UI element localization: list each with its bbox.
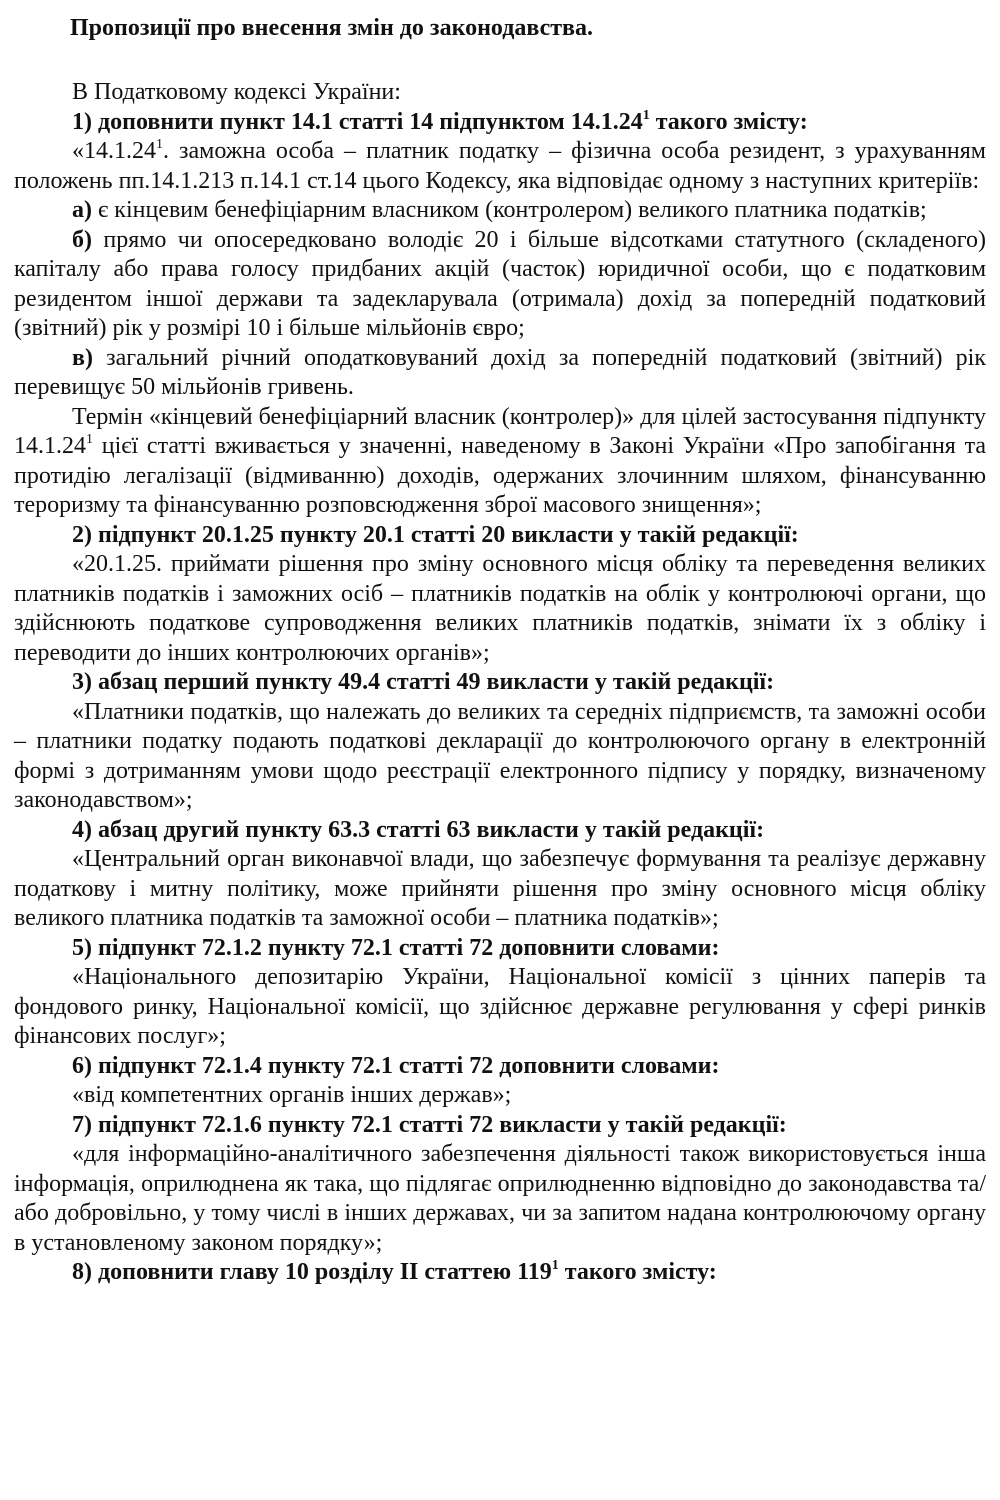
item-3-heading: 3) абзац перший пункту 49.4 статті 49 викласти у такій редакції: (72, 669, 775, 695)
item-2-text: «20.1.25. приймати рішення про зміну основного місця обліку та переведення великих платників податків і заможних осіб – платників податків на облік у контролюючі органи, що здійснюють податкове супроводження великих платників податків, знімати їх з обліку і переводити до інших контролюючих органів»; (14, 551, 986, 666)
item-6-heading: 6) підпункт 72.1.4 пункту 72.1 статті 72 доповнити словами: (72, 1052, 720, 1079)
item-1-definition (14, 137, 986, 196)
criterion-a-text: є кінцевим бенефіціарним власником (контролером) великого платника податків; (92, 197, 927, 223)
item-5-heading: 5) підпункт 72.1.2 пункту 72.1 статті 72 доповнити словами: (72, 934, 720, 961)
item-8-heading (14, 1258, 986, 1288)
item-4-text: «Центральний орган виконавчої влади, що забезпечує формування та реалізує державну податкову і митну політику, може прийняти рішення про зміну основного місця обліку великого платника податків та заможної особи – платника податків»; (14, 846, 986, 931)
item-1-heading-text: 1) доповнити пункт 14.1 статті 14 підпунктом 14.1.24 (72, 108, 643, 135)
item-1-criterion-a (14, 196, 986, 226)
item-1-definition-start: «14.1.24 (72, 138, 156, 164)
item-7-heading: 7) підпункт 72.1.6 пункту 72.1 статті 72 викласти у такій редакції: (72, 1111, 787, 1138)
item-8-heading-sup: 1 (551, 1258, 559, 1273)
item-6-text: «від компетентних органів інших держав»; (72, 1082, 512, 1108)
item-1-heading-tail: такого змісту: (649, 108, 808, 135)
item-1-definition-sup: 1 (156, 137, 163, 152)
item-2-heading: 2) підпункт 20.1.25 пункту 20.1 статті 20 викласти у такій редакції: (72, 521, 799, 548)
item-1-criterion-c (14, 344, 986, 403)
term-sup: 1 (86, 432, 93, 447)
term-text-start: Термін «кінцевий бенефіціарний власник (контролер)» для цілей застосування підпункту 14.1.24 (14, 403, 986, 459)
item-8-heading-text: 8) доповнити главу 10 розділу ІІ статтею 119 (72, 1259, 552, 1285)
item-3-text: «Платники податків, що належать до великих та середніх підприємств, та заможні особи – платники податку подають податкові декларації до контролюючого органу в електронній формі з дотриманням умови щодо реєстрації електронного підпису у порядку, визначеному законодавством»; (14, 698, 986, 813)
criterion-c-text: загальний річний оподатковуваний дохід за попередній податковий (звітний) рік перевищує 50 мільйонів гривень. (14, 344, 986, 400)
item-5-text: «Національного депозитарію України, Національної комісії з цінних паперів та фондового ринку, Національної комісії, що здійснює державне регулювання у сфері ринків фінансових послуг»; (14, 964, 986, 1049)
item-4-heading: 4) абзац другий пункту 63.3 статті 63 викласти у такій редакції: (72, 816, 765, 843)
item-1-term-paragraph (14, 403, 986, 521)
document-title: Пропозиції про внесення змін до законодавства. (70, 15, 594, 41)
item-7-text: «для інформаційно-аналітичного забезпечення діяльності також використовується інша інформація, оприлюднена як така, що підлягає оприлюдненню відповідно до законодавства та/або добровільно, у тому числі в інших державах, чи за запитом надана контролюючому органу в установленому законом порядку»; (14, 1141, 986, 1256)
term-text-end: цієї статті вживається у значенні, наведеному в Законі України «Про запобігання та протидію легалізації (відмиванню) доходів, одержаних злочинним шляхом, фінансуванню тероризму та фінансуванню розповсюдження зброї масового знищення»; (14, 433, 986, 518)
criterion-c-label: в) (72, 344, 93, 371)
item-1-heading-sup: 1 (642, 107, 650, 123)
intro-line: В Податковому кодексі України: (72, 79, 401, 105)
item-8-heading-tail: такого змісту: (558, 1259, 717, 1285)
criterion-b-text: прямо чи опосередковано володіє 20 і більше відсотками статутного (складеного) капіталу або права голосу придбаних акцій (часток) юридичної особи, що є податковим резидентом іншої держави та задекларувала (отримала) дохід за попередній податковий (звітний) рік у розмірі 10 і більше мільйонів євро; (14, 226, 986, 341)
item-1-definition-text: . заможна особа – платник податку – фізична особа резидент, з урахуванням положень пп.14.1.213 п.14.1 ст.14 цього Кодексу, яка відповідає одному з наступних критеріїв: (14, 138, 986, 194)
item-1-heading (14, 108, 986, 138)
criterion-b-label: б) (72, 226, 92, 253)
item-1-criterion-b (14, 226, 986, 344)
criterion-a-label: а) (72, 197, 92, 223)
